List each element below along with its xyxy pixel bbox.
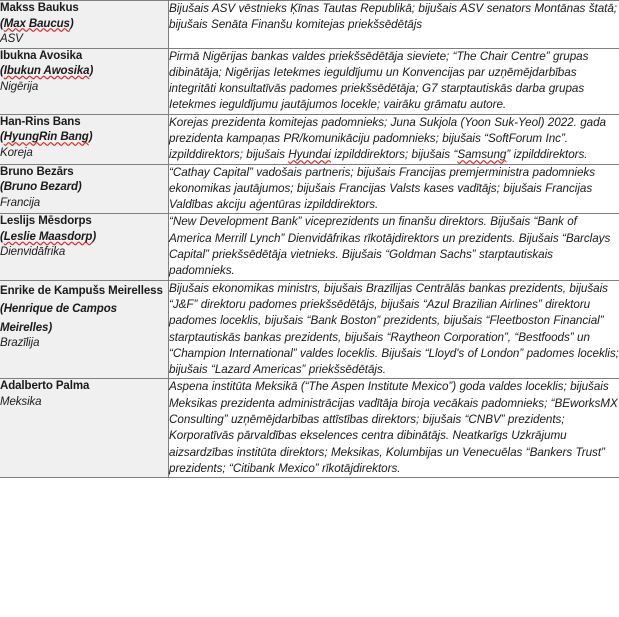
table-body	[0, 1, 619, 478]
table-row	[0, 214, 619, 280]
person-description-cell	[169, 214, 619, 280]
table-row	[0, 114, 619, 164]
table-row	[0, 48, 619, 114]
person-country: Brazīlija	[0, 337, 40, 350]
spellcheck-underlined-text: Samsung	[457, 148, 507, 162]
table-row	[0, 379, 619, 478]
person-name-cell	[0, 114, 169, 164]
person-description-cell	[169, 1, 619, 49]
person-alt-name: (Henrique de Campos Meirelles)	[0, 303, 117, 334]
spellcheck-underlined-text: Hyundai	[288, 148, 331, 162]
person-description: Bijušais ASV vēstnieks Ķīnas Tautas Republikā; bijušais ASV senators Montānas štatā; bijušais Senāta Finanšu komitejas priekšsēdētājs	[169, 2, 618, 32]
person-name-cell	[0, 214, 169, 280]
table-row	[0, 280, 619, 379]
person-description: Pirmā Nigērijas bankas valdes priekšsēdētāja sieviete; “The Chair Centre” grupas dibinātāja; Nigērijas Ietekmes ieguldījumu un Konvencijas par uzņēmējdarbības integritāti konsultatīvās padomes priekšsēdētāja; G7 starptautiskās darba grupas Ietekmes ieguldījumu jautājumos locekle; vairāku grāmatu autore.	[169, 49, 589, 112]
person-country: ASV	[0, 33, 23, 45]
person-name-cell	[0, 1, 169, 49]
person-name: Han-Rins Bans	[0, 115, 81, 128]
person-description-cell	[169, 164, 619, 214]
person-name: Adalberto Palma	[0, 380, 90, 393]
spellcheck-underlined-text: Ibukun Awosika	[3, 65, 90, 77]
person-description: Bijušais ekonomikas ministrs, bijušais Brazīlijas Centrālās bankas prezidents, bijušais “J&F” direktoru padomes priekšsēdētājs, bijušais “Azul Brazilian Airlines” direktoru padomes loceklis, bijušais “Bank Boston” prezidents, bijušais “Fleetboston Financial” starptautiskās bankas prezidents, bijušais “Raytheon Corporation”, “Bestfoods” un “Champion International” valdes loceklis. Bijušais “Lloyd's of London” padomes loceklis; bijušais “Lazard Americas” priekšsēdētājs.	[169, 281, 619, 377]
person-description-cell	[169, 48, 619, 114]
person-name-line	[0, 281, 168, 337]
person-country: Koreja	[0, 146, 33, 159]
table-row	[0, 164, 619, 214]
person-alt-name: (Bruno Bezard)	[0, 181, 82, 194]
person-country: Dienvidāfrika	[0, 246, 66, 259]
person-description: Aspena institūta Meksikā (“The Aspen Institute Mexico”) goda valdes loceklis; bijušais Meksikas prezidenta administrācijas vadītāja biroja vecākais padomnieks; “BEworksMX Consulting” uzņēmējdarbības attīstības direktors; bijušais “CNBV” prezidents; Korporatīvās pārvaldības ekselences centra dibinātājs. Neatkarīgs Uzkrājumu aizsardzības institūta direktors; Meksikas, Kolumbijas un Venecuēlas “Bankers Trust” prezidents; “Citibank Mexico” rīkotājdirektors.	[169, 380, 618, 475]
person-alt-name: (Leslie Maasdorp)	[0, 230, 97, 243]
person-name-cell	[0, 280, 169, 379]
person-description-cell	[169, 379, 619, 478]
person-name-cell	[0, 48, 169, 114]
person-description-cell	[169, 114, 619, 164]
table-row	[0, 1, 619, 49]
person-alt-name: (HyungRin Bang)	[0, 131, 93, 144]
person-name: Makss Baukus	[0, 2, 79, 14]
person-description-cell	[169, 280, 619, 379]
person-name-cell	[0, 164, 169, 214]
person-name: Ibukna Avosika	[0, 49, 83, 62]
spellcheck-underlined-text: Leslie Maasdorp	[3, 230, 93, 243]
person-alt-name: (Max Baucus)	[0, 17, 74, 30]
spellcheck-underlined-text: HyungRin Bang	[3, 131, 89, 144]
person-name-cell	[0, 379, 169, 478]
person-description: “New Development Bank” viceprezidents un finanšu direktors. Bijušais “Bank of America Merrill Lynch” Dienvidāfrikas rīkotājdirektors un prezidents. Bijušais “Barclays Capital” priekšsēdētāja vietnieks. Bijušais “Goldman Sachs” starptautiskais padomnieks.	[169, 215, 611, 278]
person-name: Bruno Bezārs	[0, 165, 74, 178]
person-description: Korejas prezidenta komitejas padomnieks; Juna Sukjola (Yoon Suk-Yeol) 2022. gada prezidenta kampaņas PR/komunikāciju padomnieks; bijušais “SoftForum Inc”. izpilddirektors; bijušais Hyundai izpilddirektors; bijušais “Samsung” izpilddirektors.	[169, 115, 606, 162]
person-country: Francija	[0, 196, 41, 209]
spellcheck-underlined-text: Max Baucus	[3, 17, 70, 30]
person-country: Meksika	[0, 395, 42, 408]
person-description: “Cathay Capital” vadošais partneris; bijušais Francijas premjerministra padomnieks ekonomikas jautājumos; bijušais Francijas Valsts kases vadītājs; bijušais Francijas Valdības akciju aģentūras izpilddirektors.	[169, 165, 596, 212]
person-country: Nigērija	[0, 80, 39, 93]
person-alt-name: (Ibukun Awosika)	[0, 65, 94, 77]
person-name: Enrike de Kampušs Meirelless	[0, 284, 163, 297]
person-name: Leslijs Mēsdorps	[0, 215, 92, 228]
